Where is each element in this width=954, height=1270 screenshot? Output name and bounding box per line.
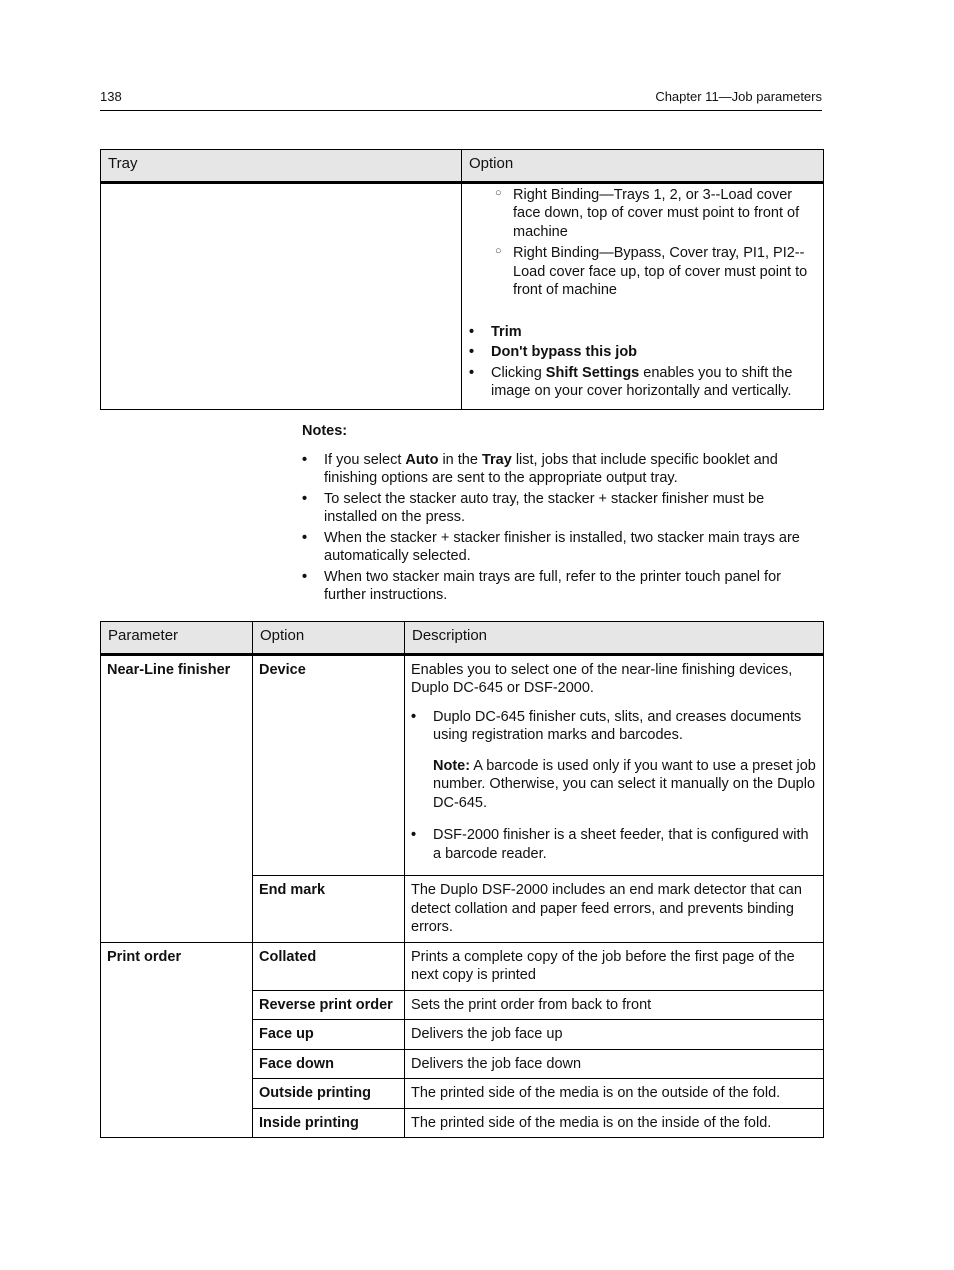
table-row bbox=[101, 182, 824, 409]
description-cell: The Duplo DSF-2000 includes an end mark detector that can detect collation and paper feed errors, and prevents binding errors. bbox=[405, 876, 824, 943]
list-item: ○ Right Binding—Bypass, Cover tray, PI1, PI2--Load cover face up, top of cover must point to front of machine bbox=[468, 244, 817, 300]
list-item: • Don't bypass this job bbox=[469, 344, 638, 360]
option-cell: End mark bbox=[253, 876, 405, 943]
description-cell: Delivers the job face up bbox=[405, 1020, 824, 1050]
bullet-icon: • bbox=[411, 827, 417, 843]
option-cell: Face down bbox=[253, 1049, 405, 1079]
note-paragraph: Note: A barcode is used only if you want to use a preset job number. Otherwise, you can select it manually on the Duplo DC-645. bbox=[433, 757, 816, 811]
table-header-row bbox=[101, 622, 824, 655]
description-cell: Delivers the job face down bbox=[405, 1049, 824, 1079]
column-header-option: Option bbox=[462, 150, 824, 183]
option-cell: Outside printing bbox=[253, 1079, 405, 1109]
column-header-description: Description bbox=[405, 622, 824, 655]
description-cell: The printed side of the media is on the inside of the fold. bbox=[405, 1108, 824, 1138]
option-cell: Reverse print order bbox=[253, 990, 405, 1020]
page-header bbox=[100, 88, 822, 111]
list-item: • Trim bbox=[469, 323, 522, 340]
option-cell bbox=[462, 182, 824, 409]
list-item: • DSF-2000 finisher is a sheet feeder, that is configured with a barcode reader. bbox=[411, 827, 809, 862]
bullet-icon: • bbox=[302, 451, 308, 468]
option-cell: Inside printing bbox=[253, 1108, 405, 1138]
circle-bullet-icon: ○ bbox=[495, 186, 502, 199]
description-cell: Prints a complete copy of the job before the first page of the next copy is printed bbox=[405, 942, 824, 990]
notes-title: Notes: bbox=[302, 423, 348, 439]
table-row bbox=[101, 654, 824, 876]
list-item: • When the stacker + stacker finisher is installed, two stacker main trays are automatically selected. bbox=[302, 529, 800, 564]
notes-section bbox=[302, 422, 812, 607]
description-cell: Enables you to select one of the near-line finishing devices, Duplo DC-645 or DSF-2000. • Duplo DC-645 finisher cuts, slits, and creases documents using registration marks and barcodes. Note: A barcode is used only if you want to use a preset job number. Otherwise, you can select it manually on the Duplo DC-645. • DSF-2000 finisher is a sheet feeder, that is configured with a barcode reader. bbox=[405, 654, 824, 876]
bullet-icon: • bbox=[302, 490, 308, 507]
parameter-table bbox=[100, 621, 824, 1138]
chapter-title: Chapter 11—Job parameters bbox=[655, 89, 822, 104]
bullet-icon: • bbox=[411, 708, 417, 725]
list-item: • If you select Auto in the Tray list, jobs that include specific booklet and finishing options are sent to the appropriate output tray. bbox=[302, 451, 778, 486]
table-row bbox=[101, 942, 824, 990]
description-cell: Sets the print order from back to front bbox=[405, 990, 824, 1020]
bullet-icon: • bbox=[469, 364, 475, 381]
bullet-list bbox=[468, 323, 817, 401]
column-header-parameter: Parameter bbox=[101, 622, 253, 655]
list-item: ○ Right Binding—Trays 1, 2, or 3--Load cover face down, top of cover must point to front of machine bbox=[468, 186, 817, 242]
circle-bullet-icon: ○ bbox=[495, 245, 502, 257]
bullet-icon: • bbox=[469, 323, 475, 340]
notes-list bbox=[302, 451, 812, 605]
list-item: • To select the stacker auto tray, the stacker + stacker finisher must be installed on the press. bbox=[302, 490, 765, 525]
bullet-icon: • bbox=[302, 529, 308, 546]
option-cell: Collated bbox=[253, 942, 405, 990]
description-cell: The printed side of the media is on the outside of the fold. bbox=[405, 1079, 824, 1109]
list-item: • Clicking Shift Settings enables you to shift the image on your cover horizontally and vertically. bbox=[469, 364, 793, 399]
bullet-icon: • bbox=[469, 344, 475, 360]
list-item: • When two stacker main trays are full, refer to the printer touch panel for further instructions. bbox=[302, 568, 781, 603]
option-cell: Device bbox=[253, 654, 405, 876]
tray-option-table bbox=[100, 149, 824, 410]
list-item: • Duplo DC-645 finisher cuts, slits, and creases documents using registration marks and barcodes. Note: A barcode is used only if you want to use a preset job number. Otherwise, you can select it manually on the Duplo DC-645. bbox=[411, 708, 816, 811]
parameter-cell: Near-Line finisher bbox=[101, 654, 253, 942]
column-header-tray: Tray bbox=[101, 150, 462, 183]
tray-cell bbox=[101, 182, 462, 409]
option-cell: Face up bbox=[253, 1020, 405, 1050]
parameter-cell: Print order bbox=[101, 942, 253, 1138]
table-header-row bbox=[101, 150, 824, 183]
page-number: 138 bbox=[100, 89, 122, 104]
bullet-icon: • bbox=[302, 568, 308, 585]
sub-bullet-list bbox=[468, 186, 817, 300]
bullet-list bbox=[411, 708, 817, 864]
column-header-option: Option bbox=[253, 622, 405, 655]
